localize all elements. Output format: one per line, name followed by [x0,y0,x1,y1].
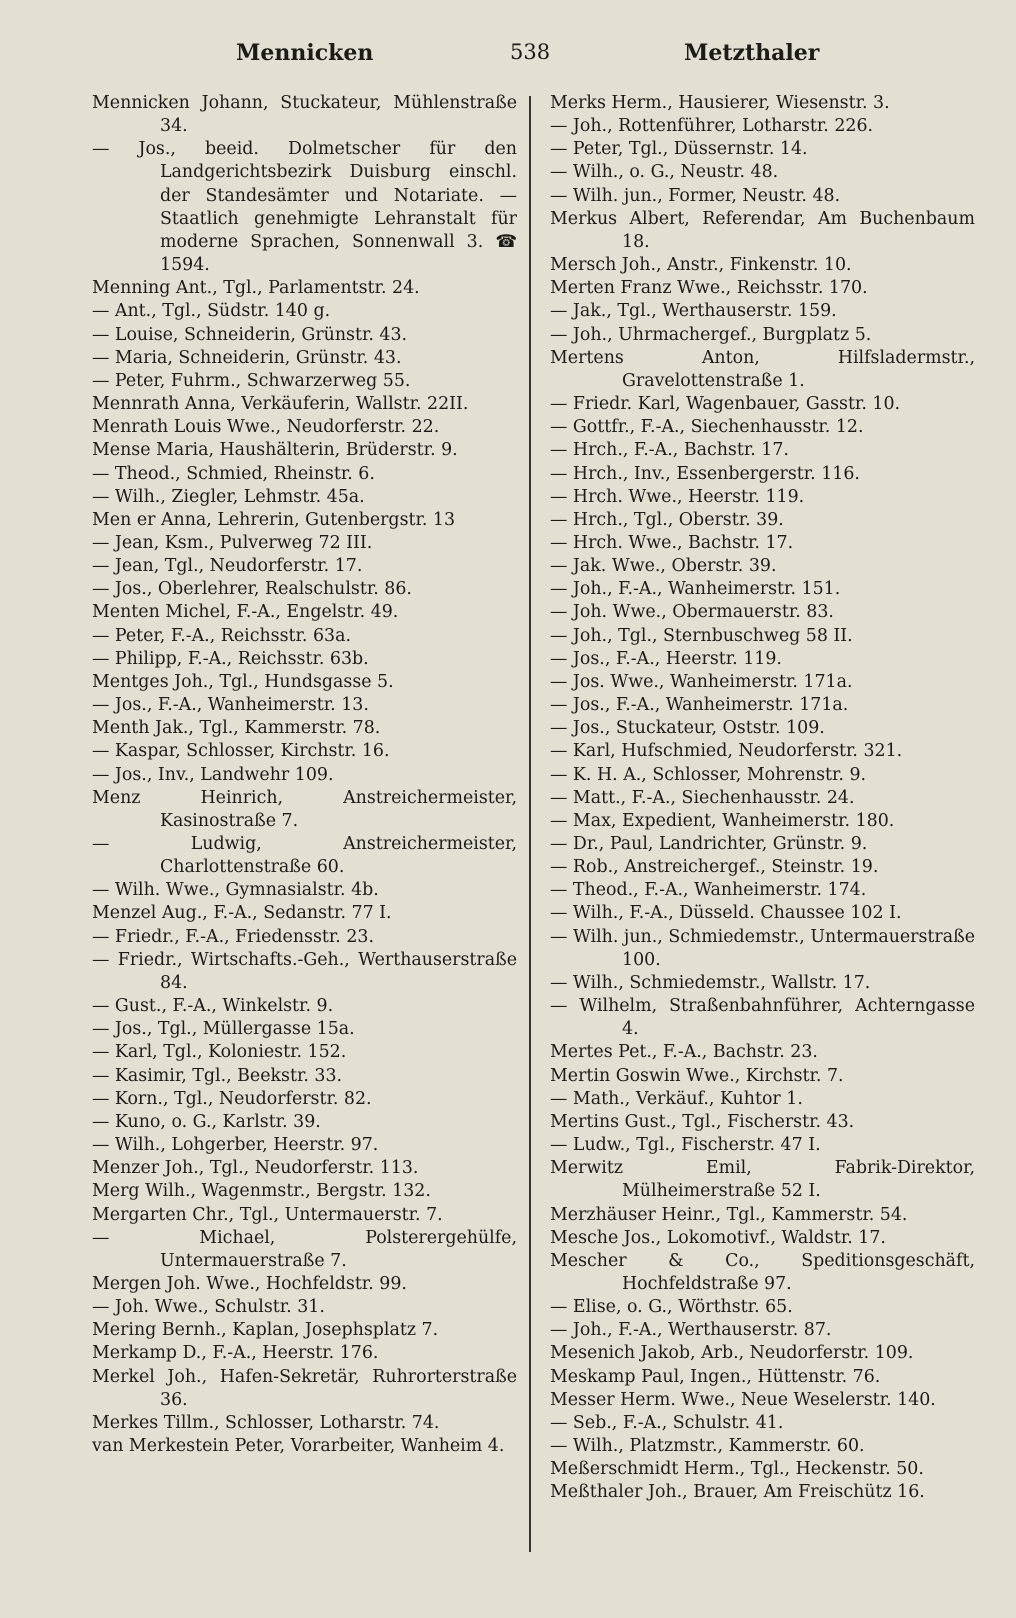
directory-entry: Merkamp D., F.-A., Heerstr. 176. [92,1343,379,1364]
directory-entry: — Korn., Tgl., Neudorferstr. 82. [92,1088,372,1109]
directory-entry: Mertins Gust., Tgl., Fischerstr. 43. [550,1111,855,1132]
directory-entry: — Joh., Tgl., Sternbuschweg 58 II. [550,625,853,646]
directory-entry: — Jak., Tgl., Werthauserstr. 159. [550,301,837,322]
directory-entry: Men er Anna, Lehrerin, Gutenbergstr. 13 [92,509,456,530]
directory-entry: — Jean, Ksm., Pulverweg 72 III. [92,532,373,553]
directory-entry: Menten Michel, F.-A., Engelstr. 49. [92,602,399,623]
right-column [550,92,975,1505]
directory-entry: Merkel Joh., Hafen-Sekretär, Ruhrorterstraße 36. [92,1366,517,1410]
directory-entry: — Ludwig, Anstreichermeister, Charlottenstraße 60. [92,834,517,878]
directory-entry: Meßerschmidt Herm., Tgl., Heckenstr. 50. [550,1459,924,1480]
directory-entry: Merkes Tillm., Schlosser, Lotharstr. 74. [92,1412,440,1433]
left-column [92,92,517,1458]
directory-entry: — Friedr. Karl, Wagenbauer, Gasstr. 10. [550,394,901,415]
directory-entry: — Rob., Anstreichergef., Steinstr. 19. [550,857,879,878]
directory-entry: — Jos., F.-A., Wanheimerstr. 13. [92,695,369,716]
directory-entry: Mense Maria, Haushälterin, Brüderstr. 9. [92,440,458,461]
directory-entry: — Joh., Rottenführer, Lotharstr. 226. [550,116,874,137]
directory-entry: Mesche Jos., Lokomotivf., Waldstr. 17. [550,1227,886,1248]
directory-entry: Mentges Joh., Tgl., Hundsgasse 5. [92,671,394,692]
directory-entry: — Louise, Schneiderin, Grünstr. 43. [92,324,408,345]
directory-entry: Merkus Albert, Referendar, Am Buchenbaum 18. [550,208,975,252]
directory-entry: — Maria, Schneiderin, Grünstr. 43. [92,347,402,368]
directory-entry: — Joh. Wwe., Obermauerstr. 83. [550,602,834,623]
directory-entry: Mennrath Anna, Verkäuferin, Wallstr. 22II. [92,394,469,415]
directory-entry: — Kasimir, Tgl., Beekstr. 33. [92,1065,343,1086]
directory-entry: — Gust., F.-A., Winkelstr. 9. [92,996,334,1017]
directory-entry: — Wilh. jun., Former, Neustr. 48. [550,185,841,206]
directory-entry: — Gottfr., F.-A., Siechenhausstr. 12. [550,417,864,438]
directory-entry: — Kaspar, Schlosser, Kirchstr. 16. [92,741,390,762]
directory-entry: Merks Herm., Hausierer, Wiesenstr. 3. [550,93,890,113]
directory-entry: — Jak. Wwe., Oberstr. 39. [550,556,777,577]
directory-entry: — Wilh., Schmiedemstr., Wallstr. 17. [550,972,871,993]
directory-entry: — Math., Verkäuf., Kuhtor 1. [550,1088,803,1109]
directory-entry: — Wilh. Wwe., Gymnasialstr. 4b. [92,880,379,901]
directory-entry: — Jos., Inv., Landwehr 109. [92,764,334,785]
directory-entry: Mertin Goswin Wwe., Kirchstr. 7. [550,1065,844,1086]
directory-entry: — Joh., F.-A., Werthauserstr. 87. [550,1320,832,1341]
directory-entry: Mertes Pet., F.-A., Bachstr. 23. [550,1042,818,1063]
directory-entry: — Peter, Tgl., Düssernstr. 14. [550,139,808,160]
directory-entry: — Wilh. jun., Schmiedemstr., Untermauerstraße 100. [550,926,975,970]
directory-entry: — Hrch., Inv., Essenbergerstr. 116. [550,463,860,484]
directory-entry: Menrath Louis Wwe., Neudorferstr. 22. [92,417,440,438]
directory-entry: — Elise, o. G., Wörthstr. 65. [550,1297,793,1318]
directory-entry: — Michael, Polsterergehülfe, Untermauerstraße 7. [92,1227,517,1271]
directory-entry: — Jos., Tgl., Müllergasse 15a. [92,1019,355,1040]
directory-entry: — Peter, F.-A., Reichsstr. 63a. [92,625,351,646]
directory-entry: — Hrch. Wwe., Bachstr. 17. [550,532,794,553]
page-number: 538 [510,40,551,64]
directory-entry: — Friedr., Wirtschafts.-Geh., Werthauserstraße 84. [92,949,517,993]
directory-entry: Mergarten Chr., Tgl., Untermauerstr. 7. [92,1204,443,1225]
directory-entry: — Matt., F.-A., Siechenhausstr. 24. [550,787,855,808]
directory-entry: — Ant., Tgl., Südstr. 140 g. [92,301,331,322]
directory-entry: Merwitz Emil, Fabrik-Direktor, Mülheimerstraße 52 I. [550,1158,975,1202]
directory-entry: — K. H. A., Schlosser, Mohrenstr. 9. [550,764,867,785]
directory-entry: — Hrch. Wwe., Heerstr. 119. [550,486,805,507]
directory-entry: — Karl, Tgl., Koloniestr. 152. [92,1042,347,1063]
directory-entry: — Wilh., Lohgerber, Heerstr. 97. [92,1135,379,1156]
directory-entry: Mering Bernh., Kaplan, Josephsplatz 7. [92,1320,439,1341]
directory-entry: Meskamp Paul, Ingen., Hüttenstr. 76. [550,1366,881,1387]
directory-entry: — Jean, Tgl., Neudorferstr. 17. [92,556,363,577]
directory-entry: — Wilh., F.-A., Düsseld. Chaussee 102 I. [550,903,902,924]
directory-entry: — Kuno, o. G., Karlstr. 39. [92,1111,321,1132]
directory-entry: Merzhäuser Heinr., Tgl., Kammerstr. 54. [550,1204,908,1225]
directory-entry: Menth Jak., Tgl., Kammerstr. 78. [92,718,381,739]
directory-entry: — Joh. Wwe., Schulstr. 31. [92,1297,325,1318]
directory-entry: Menz Heinrich, Anstreichermeister, Kasinostraße 7. [92,787,517,831]
directory-entry: van Merkestein Peter, Vorarbeiter, Wanheim 4. [92,1436,505,1457]
directory-entry: — Jos., beeid. Dolmetscher für den Landgerichtsbezirk Duisburg einschl. der Standesämter und Notariate. — Staatlich genehmigte Lehranstalt für moderne Sprachen, Sonnenwall 3. ☎ 1594. [92,139,517,276]
directory-entry: — Ludw., Tgl., Fischerstr. 47 I. [550,1135,821,1156]
directory-entry: Mertens Anton, Hilfsladermstr., Gravelottenstraße 1. [550,347,975,391]
directory-entry: Merg Wilh., Wagenmstr., Bergstr. 132. [92,1181,431,1202]
directory-entry: Mesenich Jakob, Arb., Neudorferstr. 109. [550,1343,914,1364]
directory-entry: — Seb., F.-A., Schulstr. 41. [550,1412,784,1433]
directory-entry: Mescher & Co., Speditionsgeschäft, Hochfeldstraße 97. [550,1250,975,1294]
directory-entry: — Hrch., F.-A., Bachstr. 17. [550,440,789,461]
directory-entry: — Wilh., Platzmstr., Kammerstr. 60. [550,1436,865,1457]
directory-entry: — Max, Expedient, Wanheimerstr. 180. [550,810,895,831]
directory-entry: — Peter, Fuhrm., Schwarzerweg 55. [92,370,411,391]
directory-entry: — Jos. Wwe., Wanheimerstr. 171a. [550,671,853,692]
directory-entry: Mersch Joh., Anstr., Finkenstr. 10. [550,255,852,276]
directory-entry: — Theod., Schmied, Rheinstr. 6. [92,463,375,484]
directory-entry: — Jos., Stuckateur, Oststr. 109. [550,718,825,739]
directory-entry: Mennicken Johann, Stuckateur, Mühlenstraße 34. [92,93,517,137]
column-divider [529,96,531,1552]
directory-entry: — Wilh., o. G., Neustr. 48. [550,162,779,183]
directory-entry: — Hrch., Tgl., Oberstr. 39. [550,509,784,530]
header-right-keyword: Metzthaler [684,40,820,66]
directory-entry: — Dr., Paul, Landrichter, Grünstr. 9. [550,834,868,854]
directory-entry: — Friedr., F.-A., Friedensstr. 23. [92,926,374,947]
page-header [0,40,1016,80]
directory-entry: — Jos., F.-A., Wanheimerstr. 171a. [550,695,849,716]
directory-entry: — Joh., Uhrmachergef., Burgplatz 5. [550,324,872,345]
directory-entry: Menzer Joh., Tgl., Neudorferstr. 113. [92,1158,419,1179]
directory-entry: — Wilhelm, Straßenbahnführer, Achterngasse 4. [550,996,975,1040]
directory-entry: Meßthaler Joh., Brauer, Am Freischütz 16. [550,1482,925,1503]
directory-entry: — Wilh., Ziegler, Lehmstr. 45a. [92,486,365,507]
directory-entry: Merten Franz Wwe., Reichsstr. 170. [550,278,868,299]
directory-entry: Mergen Joh. Wwe., Hochfeldstr. 99. [92,1273,407,1294]
directory-entry: — Karl, Hufschmied, Neudorferstr. 321. [550,741,903,762]
directory-entry: Menning Ant., Tgl., Parlamentstr. 24. [92,278,420,299]
directory-entry: — Philipp, F.-A., Reichsstr. 63b. [92,648,369,669]
directory-entry: — Jos., F.-A., Heerstr. 119. [550,648,782,669]
directory-entry: Messer Herm. Wwe., Neue Weselerstr. 140. [550,1389,936,1410]
directory-entry: — Theod., F.-A., Wanheimerstr. 174. [550,880,867,901]
directory-entry: Menzel Aug., F.-A., Sedanstr. 77 I. [92,903,392,924]
directory-entry: — Joh., F.-A., Wanheimerstr. 151. [550,579,841,600]
header-left-keyword: Mennicken [236,40,374,66]
directory-entry: — Jos., Oberlehrer, Realschulstr. 86. [92,579,412,600]
